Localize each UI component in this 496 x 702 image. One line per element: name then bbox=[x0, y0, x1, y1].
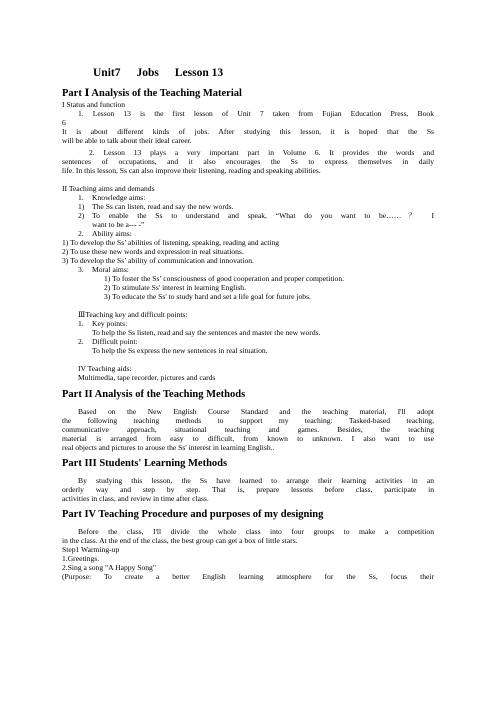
aids-heading: IV Teaching aids: bbox=[78, 364, 132, 373]
paragraph-line: 6 bbox=[62, 118, 66, 127]
aims-heading: II Teaching aims and demands bbox=[62, 184, 155, 193]
part2-heading: Part II Analysis of the Teaching Methods bbox=[62, 389, 246, 400]
paragraph-line: will be able to talk about their ideal career. bbox=[62, 136, 192, 145]
paragraph-line: communicative approach, situational teaching and games. Besides, the teaching bbox=[62, 425, 434, 434]
step-item: 2.Sing a song "A Happy Song" bbox=[62, 563, 156, 572]
moral-aim-item: 2) To stimulate Ss' interest in learning English. bbox=[104, 283, 247, 292]
key-points-text: To help the Ss listen, read and say the sentences and master the new words. bbox=[92, 328, 321, 337]
knowledge-aims-label: 1. Knowledge aims: bbox=[78, 193, 146, 202]
aids-text: Multimedia, tape recorder, pictures and cards bbox=[78, 373, 216, 382]
moral-aim-item: 1) To foster the Ss’ consciousness of good cooperation and proper competition. bbox=[104, 274, 345, 283]
paragraph-line: By studying this lesson, the Ss have learned to arrange their learning activities in an bbox=[78, 476, 434, 485]
title-lesson: Lesson 13 bbox=[174, 67, 224, 79]
paragraph-line: in the class. At the end of the class, the best group can get a box of little stars. bbox=[62, 536, 298, 545]
step-item: 1.Greetings. bbox=[62, 554, 100, 563]
paragraph-line: Before the class, I'll divide the whole class into four groups to make a competition bbox=[78, 527, 434, 536]
key-points-heading: ⅢTeaching key and difficult points: bbox=[78, 310, 188, 319]
paragraph-line: real objects and pictures to arouse the Ss' interest in learning English.. bbox=[62, 443, 275, 452]
paragraph-line: 1. Lesson 13 is the first lesson of Unit 7 taken from Fujian Education Press, Book bbox=[78, 109, 434, 118]
moral-aim-item: 3) To educate the Ss' to study hard and set a life goal for future jobs. bbox=[104, 292, 311, 301]
document-title bbox=[93, 67, 223, 79]
title-unit: Unit7 bbox=[93, 67, 121, 79]
moral-aims-label: 3. Moral aims: bbox=[78, 265, 129, 274]
paragraph-line: sentences of occupations, and it also encourages the Ss to express themselves in daily bbox=[62, 157, 434, 166]
part4-heading: Part IV Teaching Procedure and purposes of my designing bbox=[62, 509, 324, 520]
step-heading: Step1 Warming-up bbox=[62, 545, 120, 554]
paragraph-line: 2. Lesson 13 plays a very important part in Volume 6. It provides the words and bbox=[89, 148, 434, 157]
knowledge-aim-item: 2) To enable the Ss to understand and speak, “What do you want to be……？ I bbox=[78, 211, 434, 220]
ability-aims-label: 2. Ability aims: bbox=[78, 229, 132, 238]
title-jobs: Jobs bbox=[136, 67, 159, 79]
difficult-point-text: To help the Ss express the new sentences in real situation. bbox=[92, 346, 268, 355]
purpose-line: (Purpose: To create a better English learning atmosphere for the Ss, focus their bbox=[62, 572, 434, 581]
paragraph-line: orderly way and step by step. That is, prepare lessons before class, participate in bbox=[62, 485, 434, 494]
difficult-point-label: 2. Difficult point: bbox=[78, 337, 138, 346]
status-heading: I Status and function bbox=[62, 100, 126, 109]
paragraph-line: Based on the New English Course Standard and the teaching material, I'll adopt bbox=[78, 407, 434, 416]
ability-aim-item: 3) To develop the Ss’ ability of communication and innovation. bbox=[62, 256, 254, 265]
knowledge-aim-item: 1) The Ss can listen, read and say the new words. bbox=[78, 202, 234, 211]
ability-aim-item: 2) To use these new words and expression in real situations. bbox=[62, 247, 244, 256]
part3-heading: Part III Students' Learning Methods bbox=[62, 458, 228, 469]
knowledge-aim-item-cont: want to be a--- -” bbox=[92, 220, 145, 229]
paragraph-line: life. In this lesson, Ss can also improve their listening, reading and speaking abilities. bbox=[62, 166, 321, 175]
key-points-label: 1. Key points: bbox=[78, 319, 128, 328]
paragraph-line: the following teaching methods to support my teaching: Tasked-based teaching, bbox=[62, 416, 434, 425]
paragraph-line: activities in class, and review in time after class. bbox=[62, 494, 209, 503]
part1-heading: Part Ⅰ Analysis of the Teaching Material bbox=[62, 88, 242, 99]
paragraph-line: material is arranged from easy to difficult, from known to unknown. I also want to use bbox=[62, 434, 434, 443]
paragraph-line: It is about different kinds of jobs. After studying this lesson, it is hoped that the Ss bbox=[62, 127, 434, 136]
ability-aim-item: 1) To develop the Ss’ abilities of listening, speaking, reading and acting bbox=[62, 238, 280, 247]
